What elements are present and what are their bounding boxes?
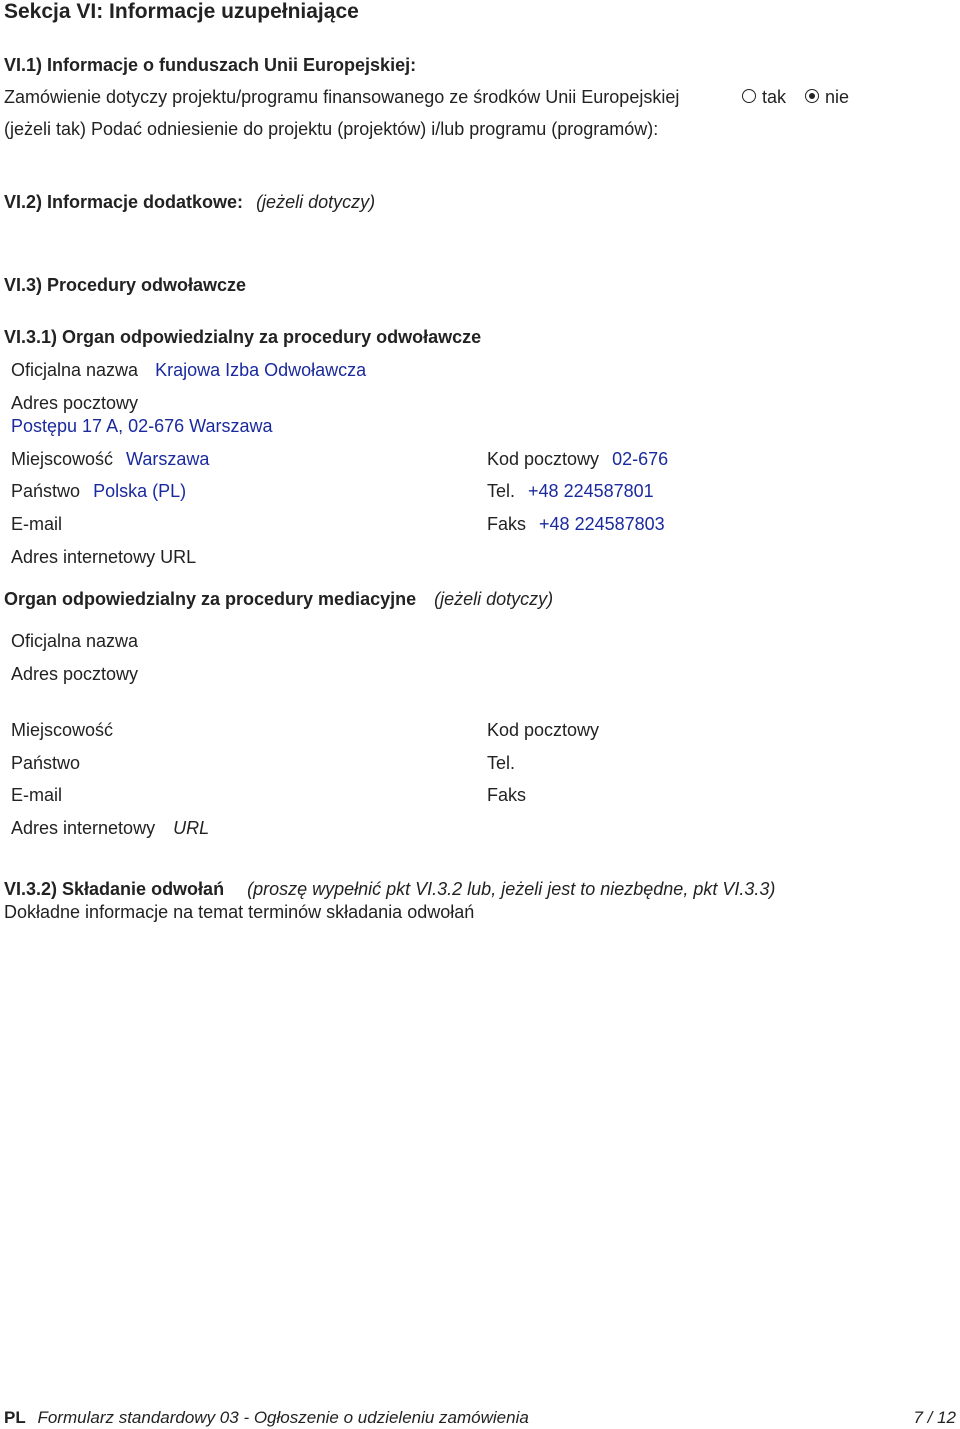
country-label: Państwo xyxy=(11,481,81,501)
fax-row xyxy=(487,513,665,535)
mediation-phone-label: Tel. xyxy=(487,753,516,773)
email-label: E-mail xyxy=(11,514,63,534)
official-name-label: Oficjalna nazwa xyxy=(11,360,139,380)
phone-value: +48 224587801 xyxy=(528,481,654,501)
vi2-row xyxy=(4,191,375,213)
review-body-name-row xyxy=(11,359,366,381)
mediation-heading-row xyxy=(4,588,553,610)
mediation-url-label: Adres internetowy xyxy=(11,818,156,838)
postcode-value: 02-676 xyxy=(612,449,669,469)
section-title: Sekcja VI: Informacje uzupełniające xyxy=(4,0,359,23)
eu-funds-question: Zamówienie dotyczy projektu/programu finansowanego ze środków Unii Europejskiej xyxy=(4,87,680,107)
radio-yes[interactable] xyxy=(742,89,756,103)
footer-form-title: Formularz standardowy 03 - Ogłoszenie o udzieleniu zamówienia xyxy=(37,1408,529,1427)
mediation-address-label: Adres pocztowy xyxy=(11,664,139,684)
fax-label: Faks xyxy=(487,514,527,534)
radio-no[interactable] xyxy=(805,89,819,103)
footer-left xyxy=(4,1407,529,1429)
city-row xyxy=(11,448,209,470)
vi32-row xyxy=(4,878,775,900)
radio-yes-label: tak xyxy=(762,87,787,107)
eu-reference-label: (jeżeli tak) Podać odniesienie do projektu (projektów) i/lub programu (programów): xyxy=(4,119,659,139)
vi2-note: (jeżeli dotyczy) xyxy=(256,192,376,212)
vi3-heading: VI.3) Procedury odwoławcze xyxy=(4,275,247,295)
phone-label: Tel. xyxy=(487,481,516,501)
vi2-heading: VI.2) Informacje dodatkowe: xyxy=(4,192,244,212)
postcode-label: Kod pocztowy xyxy=(487,449,600,469)
footer-page-number: 7 / 12 xyxy=(913,1408,956,1427)
postcode-row xyxy=(487,448,668,470)
mediation-email-label: E-mail xyxy=(11,785,63,805)
country-value: Polska (PL) xyxy=(93,481,187,501)
country-row xyxy=(11,480,186,502)
radio-no-label: nie xyxy=(825,87,850,107)
mediation-country-label: Państwo xyxy=(11,753,81,773)
vi32-note: (proszę wypełnić pkt VI.3.2 lub, jeżeli jest to niezbędne, pkt VI.3.3) xyxy=(247,879,776,899)
official-name-value: Krajowa Izba Odwoławcza xyxy=(155,360,367,380)
postal-address-value: Postępu 17 A, 02-676 Warszawa xyxy=(11,416,273,436)
mediation-postcode-label: Kod pocztowy xyxy=(487,720,600,740)
footer-lang: PL xyxy=(4,1408,26,1427)
vi32-heading: VI.3.2) Składanie odwołań xyxy=(4,879,225,899)
vi1-heading: VI.1) Informacje o funduszach Unii Europejskiej: xyxy=(4,55,417,75)
mediation-heading: Organ odpowiedzialny za procedury mediacyjne xyxy=(4,589,417,609)
phone-row xyxy=(487,480,654,502)
city-value: Warszawa xyxy=(126,449,210,469)
mediation-url-suffix: URL xyxy=(173,818,210,838)
fax-value: +48 224587803 xyxy=(539,514,665,534)
mediation-fax-label: Faks xyxy=(487,785,527,805)
url-label: Adres internetowy URL xyxy=(11,547,197,567)
mediation-url-row xyxy=(11,817,209,839)
vi32-details: Dokładne informacje na temat terminów składania odwołań xyxy=(4,902,475,922)
mediation-city-label: Miejscowość xyxy=(11,720,114,740)
postal-address-label: Adres pocztowy xyxy=(11,393,139,413)
vi31-heading: VI.3.1) Organ odpowiedzialny za procedury odwoławcze xyxy=(4,327,482,347)
mediation-name-label: Oficjalna nazwa xyxy=(11,631,139,651)
mediation-note: (jeżeli dotyczy) xyxy=(434,589,554,609)
city-label: Miejscowość xyxy=(11,449,114,469)
